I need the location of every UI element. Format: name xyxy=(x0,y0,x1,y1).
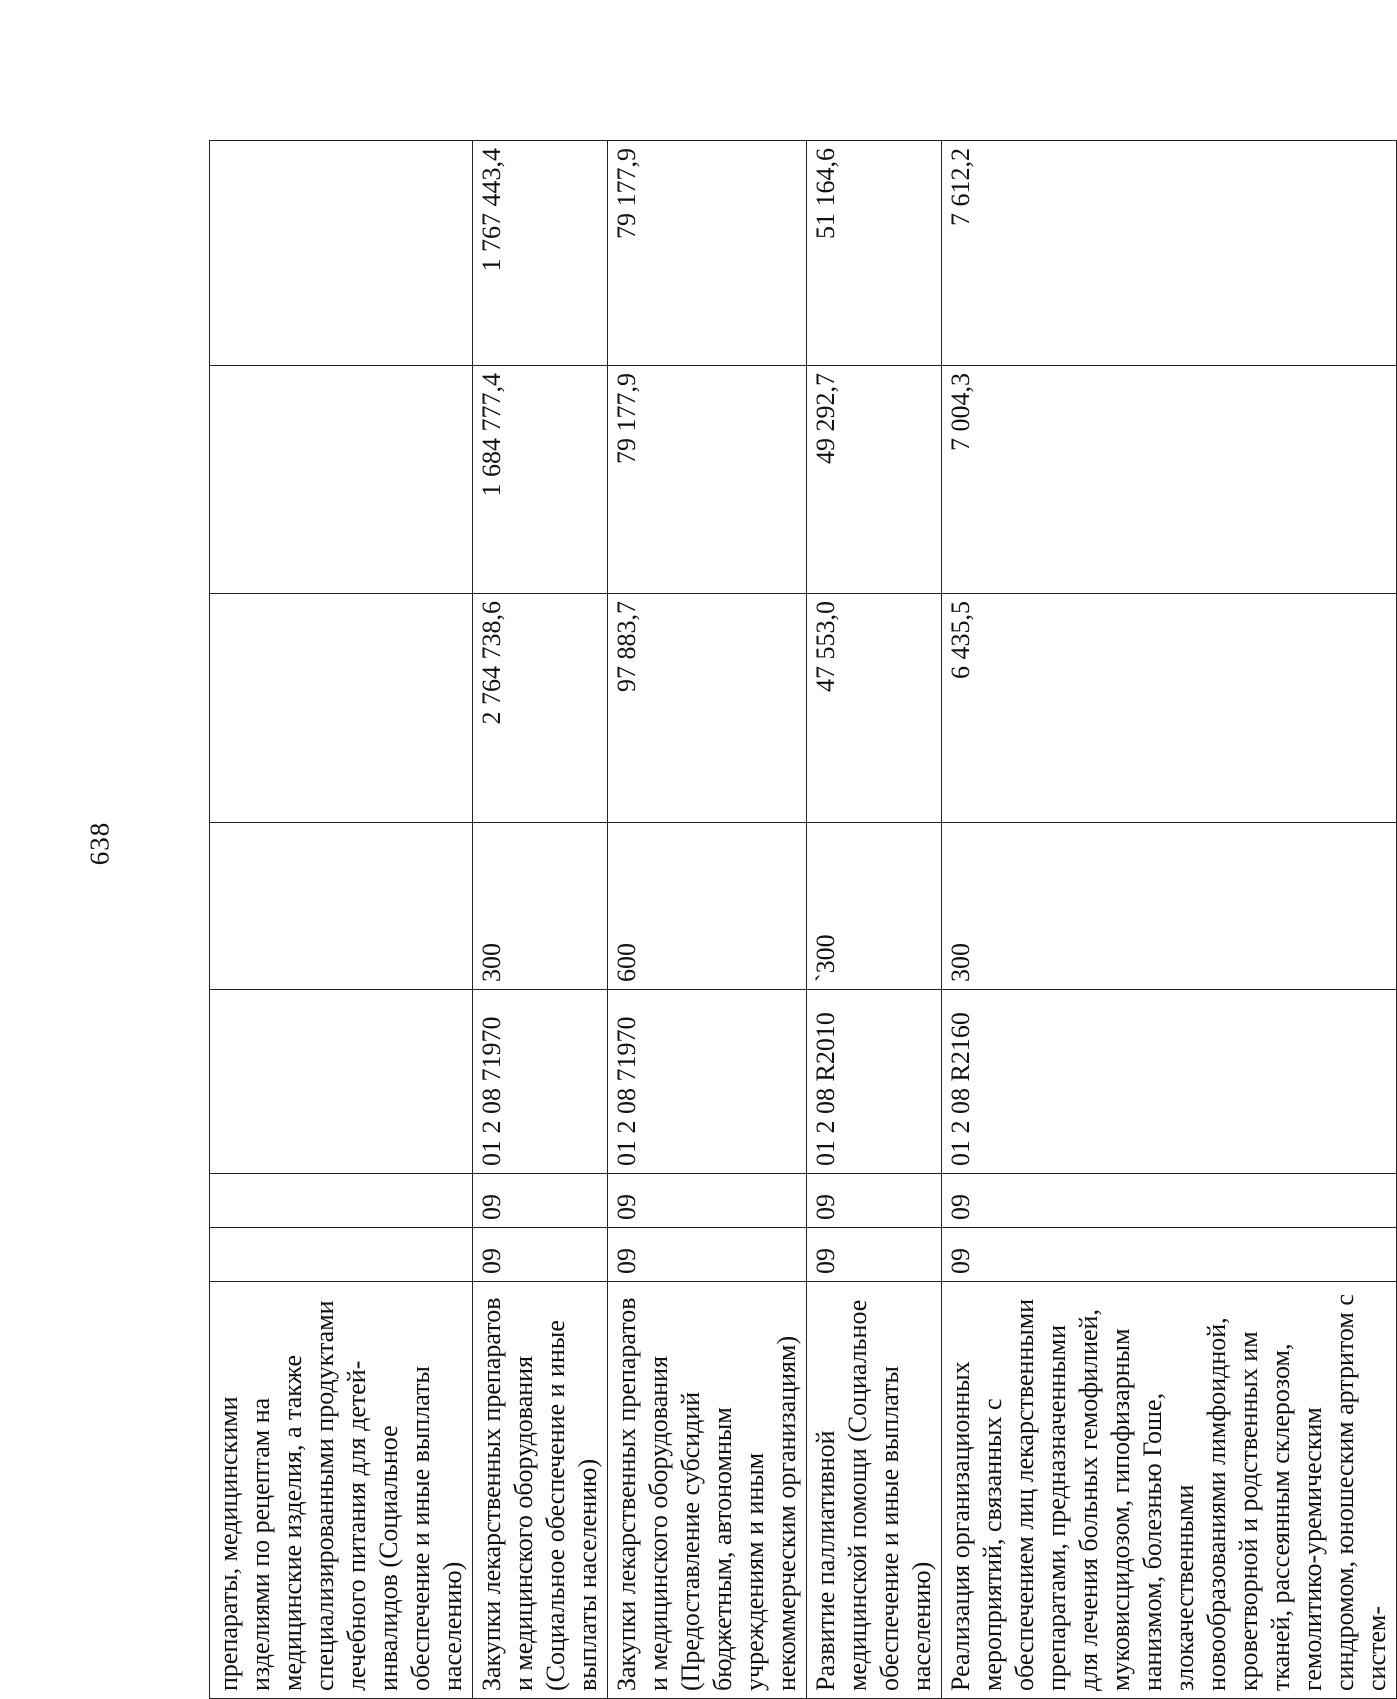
section-code: 09 xyxy=(608,1228,807,1282)
row-description: Развитие паллиативной медицинской помощи (Социальное обеспечение и иные выплаты населению) xyxy=(807,1282,942,1699)
amount-2: 7 004,3 xyxy=(942,366,1397,594)
section-code: 09 xyxy=(473,1228,608,1282)
expense-type-code: `300 xyxy=(807,823,942,990)
expense-type-code xyxy=(210,823,473,990)
rotated-table-wrapper xyxy=(209,141,1391,1699)
amount-2: 1 684 777,4 xyxy=(473,366,608,594)
table-row xyxy=(608,141,807,1699)
subsection-code: 09 xyxy=(473,1174,608,1228)
amount-3: 79 177,9 xyxy=(608,141,807,366)
table-row xyxy=(473,141,608,1699)
row-description: Закупки лекарственных препаратов и медицинского оборудования (Социальное обеспечение и иные выплаты населению) xyxy=(473,1282,608,1699)
amount-1: 97 883,7 xyxy=(608,594,807,823)
subsection-code: 09 xyxy=(608,1174,807,1228)
amount-3: 51 164,6 xyxy=(807,141,942,366)
target-article-code xyxy=(210,990,473,1174)
section-code: 09 xyxy=(807,1228,942,1282)
amount-1: 47 553,0 xyxy=(807,594,942,823)
amount-3: 1 767 443,4 xyxy=(473,141,608,366)
row-description: Реализация организационных мероприятий, связанных с обеспечением лиц лекарственными препаратами, предназначенными для лечения больных гемофилией, муковисцидозом, гипофизарным нанизмом, болезнью Гоше, злокачественными новообразованиями лимфоидной, кроветворной и родственных им тканей, рассеянным склерозом, гемолитико-уремическим синдромом, юношеским артритом с систем- xyxy=(942,1282,1397,1699)
row-description: препараты, медицинскими изделиями по рецептам на медицинские изделия, а также специализированными продуктами лечебного питания для детей-инвалидов (Социальное обеспечение и иные выплаты населению) xyxy=(210,1282,473,1699)
table-row xyxy=(210,141,473,1699)
budget-table xyxy=(209,140,1397,1699)
target-article-code: 01 2 08 R2010 xyxy=(807,990,942,1174)
subsection-code: 09 xyxy=(807,1174,942,1228)
amount-2 xyxy=(210,366,473,594)
expense-type-code: 300 xyxy=(942,823,1397,990)
target-article-code: 01 2 08 71970 xyxy=(608,990,807,1174)
subsection-code: 09 xyxy=(942,1174,1397,1228)
table-row xyxy=(807,141,942,1699)
row-description: Закупки лекарственных препаратов и медицинского оборудования (Предоставление субсидий бюджетным, автономным учреждениям и иным некоммерческим организациям) xyxy=(608,1282,807,1699)
table-row xyxy=(942,141,1397,1699)
amount-1 xyxy=(210,594,473,823)
amount-2: 79 177,9 xyxy=(608,366,807,594)
amount-3: 7 612,2 xyxy=(942,141,1397,366)
amount-1: 2 764 738,6 xyxy=(473,594,608,823)
section-code: 09 xyxy=(942,1228,1397,1282)
section-code xyxy=(210,1228,473,1282)
subsection-code xyxy=(210,1174,473,1228)
expense-type-code: 600 xyxy=(608,823,807,990)
amount-1: 6 435,5 xyxy=(942,594,1397,823)
page-number: 638 xyxy=(84,821,115,866)
target-article-code: 01 2 08 71970 xyxy=(473,990,608,1174)
target-article-code: 01 2 08 R2160 xyxy=(942,990,1397,1174)
amount-3 xyxy=(210,141,473,366)
amount-2: 49 292,7 xyxy=(807,366,942,594)
expense-type-code: 300 xyxy=(473,823,608,990)
